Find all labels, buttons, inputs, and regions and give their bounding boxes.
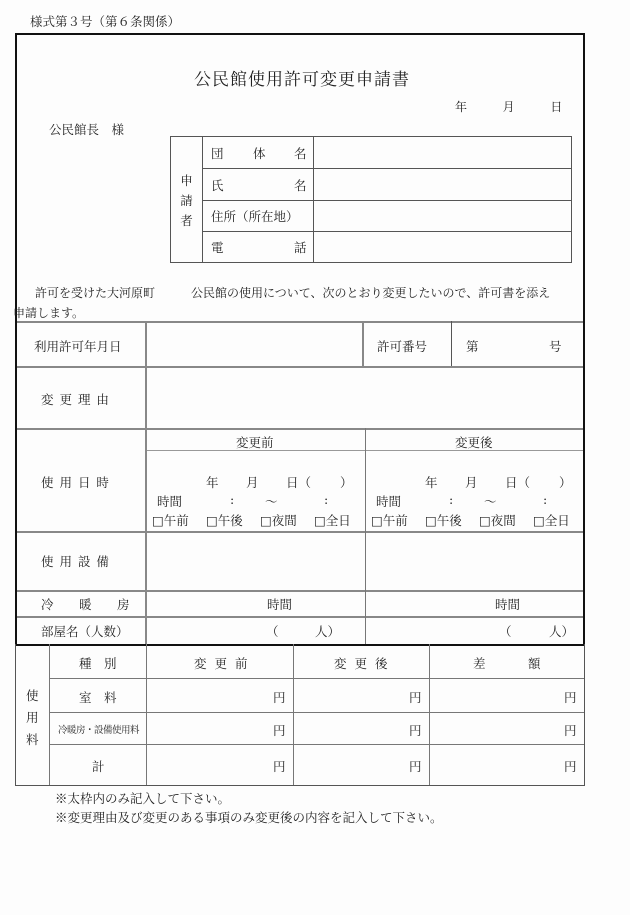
change-reason-field[interactable] — [148, 368, 581, 428]
equipment-after-field[interactable] — [367, 533, 583, 590]
date-day: 日 — [550, 100, 563, 114]
checkbox-allday-before[interactable]: □全日 — [314, 513, 351, 528]
fee-total-after[interactable]: 円 — [409, 759, 422, 774]
date-year: 年 — [455, 100, 468, 114]
fee-hvac-after[interactable]: 円 — [409, 723, 422, 738]
applicant-row-phone — [203, 231, 571, 262]
hvac-after-field[interactable]: 時間 — [495, 597, 521, 612]
usage-datetime-label: 使 用 日 時 — [41, 475, 110, 490]
date-month: 月 — [502, 100, 515, 114]
room-before-field[interactable]: （ 人） — [266, 624, 341, 639]
address-field[interactable] — [314, 200, 571, 231]
checkbox-night-before[interactable]: □夜間 — [260, 513, 297, 528]
address-label: 住所（所在地） — [203, 200, 314, 231]
applicant-table — [170, 136, 572, 263]
applicant-row-address — [203, 200, 571, 232]
fee-hvac-before[interactable]: 円 — [273, 723, 286, 738]
name-field[interactable] — [314, 169, 571, 200]
addressee: 公民館長 様 — [49, 122, 125, 137]
name-label: 氏 名 — [203, 169, 314, 200]
fee-room-before[interactable]: 円 — [273, 690, 286, 705]
usage-datetime-after[interactable]: 年 月 日（ ） 時間 : ～ : □午前 □午後 □夜間 □全日 — [371, 475, 572, 528]
fee-row-room-label: 室 料 — [79, 690, 117, 705]
hvac-before-field[interactable]: 時間 — [267, 597, 293, 612]
checkbox-afternoon-after[interactable]: □午後 — [425, 513, 462, 528]
before-label: 変更前 — [236, 435, 274, 450]
permit-number-label: 許可番号 — [377, 339, 428, 354]
checkbox-night-after[interactable]: □夜間 — [479, 513, 516, 528]
fee-total-diff[interactable]: 円 — [564, 759, 577, 774]
permit-date-field[interactable] — [148, 323, 361, 366]
note-2: ※変更理由及び変更のある事項のみ変更後の内容を記入して下さい。 — [55, 810, 443, 825]
divider — [365, 428, 366, 644]
fee-room-diff[interactable]: 円 — [564, 690, 577, 705]
application-frame: 公民館使用許可変更申請書 年 月 日 公民館長 様 申 請 者 団 体 名 氏 名 住所（所在地） 電 話 許可を受けた大河原町 公民館の使用について、次のとおり変更したいので、許可書を添え 申請します。 利用許可年月日 許可番号 第 号 変 更 理 由 使 用 日 時 変更前 変更後 年 月 日（ ） 時間 : ～ : □午前 □午後 □夜間 □全日 年 月 日（ ） 時間 : ～ : □午前 □午後 □夜間 □全日 使 用 設 備 冷 暖 房 時間 時間 部屋名（人数） （ 人） （ 人） — [15, 33, 585, 646]
fee-row-total-label: 計 — [92, 759, 105, 774]
equipment-before-field[interactable] — [148, 533, 364, 590]
fee-header-before: 変 更 前 — [194, 656, 250, 671]
applicant-row-group-name — [203, 137, 571, 169]
fee-total-before[interactable]: 円 — [273, 759, 286, 774]
change-reason-label: 変 更 理 由 — [41, 392, 110, 407]
equipment-label: 使 用 設 備 — [41, 554, 110, 569]
checkbox-allday-after[interactable]: □全日 — [533, 513, 570, 528]
applicant-row-name — [203, 169, 571, 201]
application-date[interactable] — [455, 98, 562, 115]
group-name-field[interactable] — [314, 137, 571, 168]
divider — [17, 590, 583, 592]
room-after-field[interactable]: （ 人） — [499, 624, 575, 639]
fee-hvac-diff[interactable]: 円 — [564, 723, 577, 738]
permit-date-label: 利用許可年月日 — [34, 339, 122, 354]
fee-row-hvac-label: 冷暖房・設備使用料 — [58, 725, 140, 736]
fee-header-after: 変 更 後 — [334, 656, 390, 671]
after-label: 変更後 — [455, 435, 493, 450]
document-title: 公民館使用許可変更申請書 — [194, 70, 410, 90]
checkbox-morning-after[interactable]: □午前 — [371, 513, 408, 528]
divider — [362, 321, 364, 366]
divider — [17, 428, 583, 430]
note-1: ※太枠内のみ記入して下さい。 — [55, 791, 231, 806]
application-statement: 許可を受けた大河原町 公民館の使用について、次のとおり変更したいので、許可書を添え 申請します。 — [13, 286, 551, 320]
divider — [451, 321, 452, 366]
fee-section-label: 使 — [26, 688, 39, 703]
group-name-label: 団 体 名 — [203, 137, 314, 168]
usage-datetime-before[interactable]: 年 月 日（ ） 時間 : ～ : □午前 □午後 □夜間 □全日 — [152, 475, 353, 528]
checkbox-morning-before[interactable]: □午前 — [152, 513, 189, 528]
fee-header-type: 種 別 — [79, 656, 117, 671]
permit-number-field[interactable]: 第 号 — [466, 339, 562, 354]
room-label: 部屋名（人数） — [41, 624, 129, 639]
form-number: 様式第３号（第６条関係） — [30, 14, 181, 29]
fee-header-diff: 差 — [473, 656, 486, 671]
fee-table: 使 用 料 種 別 変 更 前 変 更 後 差 額 室 料 円 円 円 冷暖房・設備使用料 円 円 円 計 円 円 円 — [15, 644, 585, 786]
checkbox-afternoon-before[interactable]: □午後 — [206, 513, 243, 528]
fee-room-after[interactable]: 円 — [409, 690, 422, 705]
phone-field[interactable] — [314, 231, 571, 262]
applicant-section-label: 申 請 者 — [171, 137, 203, 262]
divider — [145, 321, 147, 644]
phone-label: 電 話 — [203, 231, 314, 262]
